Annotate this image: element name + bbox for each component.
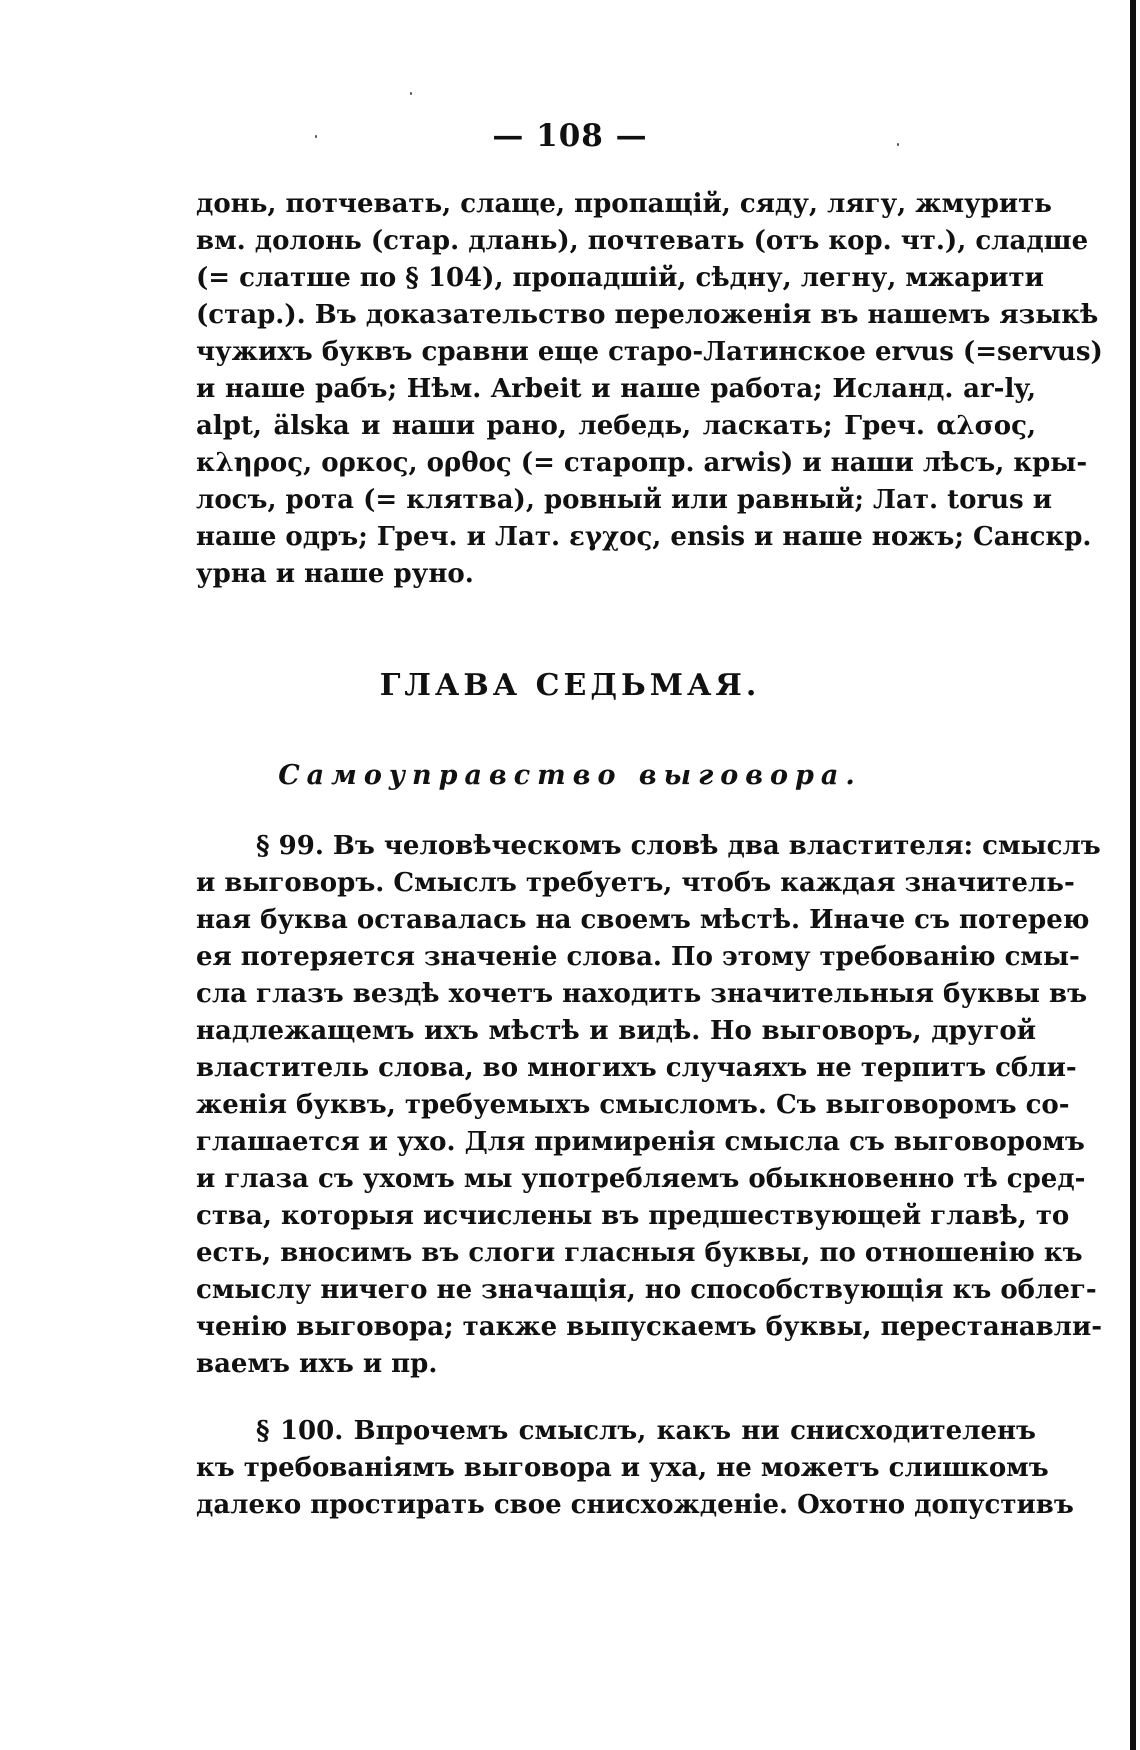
- text-line: ченію выговора; также выпускаемъ буквы, перестанавли-: [196, 1312, 1103, 1342]
- text-line: (стар.). Въ доказательство переложенія въ нашемъ языкѣ: [196, 300, 1099, 330]
- text-line: ея потеряется значеніе слова. По этому требованію смы-: [196, 942, 1080, 972]
- text-line: ства, которыя исчислены въ предшествующей главѣ, то: [196, 1201, 1070, 1231]
- text-line: alpt, älska и наши рано, лебедь, ласкать; Греч. αλσος,: [196, 411, 1036, 441]
- print-speck: [410, 92, 412, 95]
- text-line: и наше рабъ; Нѣм. Arbeit и наше работа; Исланд. ar-ly,: [196, 374, 1036, 404]
- text-line: глашается и ухо. Для примиренія смысла съ выговоромъ: [196, 1127, 1085, 1157]
- text-line: κληρος, ορκος, ορθος (= старопр. arwis) и наши лѣсъ, кры-: [196, 448, 1088, 478]
- text-line: далеко простирать свое снисхожденіе. Охотно допустивъ: [196, 1490, 1074, 1520]
- text-line: есть, вносимъ въ слоги гласныя буквы, по отношенію къ: [196, 1238, 1083, 1268]
- text-line: ваемъ ихъ и пр.: [196, 1349, 438, 1379]
- text-line: (= слатше по § 104), пропадшій, сѣдну, легну, мжарити: [196, 263, 1044, 293]
- page-edge-rule: [1130, 0, 1136, 1750]
- text-line: урна и наше руно.: [196, 559, 474, 589]
- text-line: смыслу ничего не значащія, но способствующія къ облег-: [196, 1275, 1097, 1305]
- text-line: донь, потчевать, слаще, пропащій, сяду, лягу, жмурить: [196, 189, 1052, 219]
- text-line: § 100. Впрочемъ смыслъ, какъ ни снисходителенъ: [256, 1416, 1036, 1446]
- text-line: наше одръ; Греч. и Лат. εγχος, ensis и наше ножъ; Санскр.: [196, 522, 1092, 552]
- chapter-title: ГЛАВА СЕДЬМАЯ.: [379, 668, 761, 703]
- chapter-subtitle: Самоуправство выговора.: [278, 760, 862, 791]
- page-number: — 108 —: [492, 118, 648, 154]
- paragraph-100: [196, 1413, 1074, 1524]
- text-line: и выговоръ. Смыслъ требуетъ, чтобъ каждая значитель-: [196, 868, 1075, 898]
- text-line: вм. долонь (стар. длань), почтевать (отъ кор. чт.), сладше: [196, 226, 1089, 256]
- text-line: надлежащемъ ихъ мѣстѣ и видѣ. Но выговоръ, другой: [196, 1016, 1036, 1046]
- text-line: властитель слова, во многихъ случаяхъ не терпитъ сбли-: [196, 1053, 1077, 1083]
- paragraph-99: [196, 828, 1103, 1383]
- text-line: § 99. Въ человѣческомъ словѣ два властителя: смыслъ: [256, 831, 1101, 861]
- text-line: къ требованіямъ выговора и уха, не можетъ слишкомъ: [196, 1453, 1049, 1483]
- text-line: женія буквъ, требуемыхъ смысломъ. Съ выговоромъ со-: [196, 1090, 1070, 1120]
- text-line: чужихъ буквъ сравни еще старо-Латинское ervus (=servus): [196, 337, 1103, 367]
- text-line: ная буква оставалась на своемъ мѣстѣ. Иначе съ потерею: [196, 905, 1090, 935]
- text-line: лосъ, рота (= клятва), ровный или равный; Лат. torus и: [196, 485, 1053, 515]
- text-line: и глаза съ ухомъ мы употребляемъ обыкновенно тѣ сред-: [196, 1164, 1086, 1194]
- text-line: сла глазъ вездѣ хочетъ находить значительныя буквы въ: [196, 979, 1088, 1009]
- paragraph-intro: [196, 186, 1103, 593]
